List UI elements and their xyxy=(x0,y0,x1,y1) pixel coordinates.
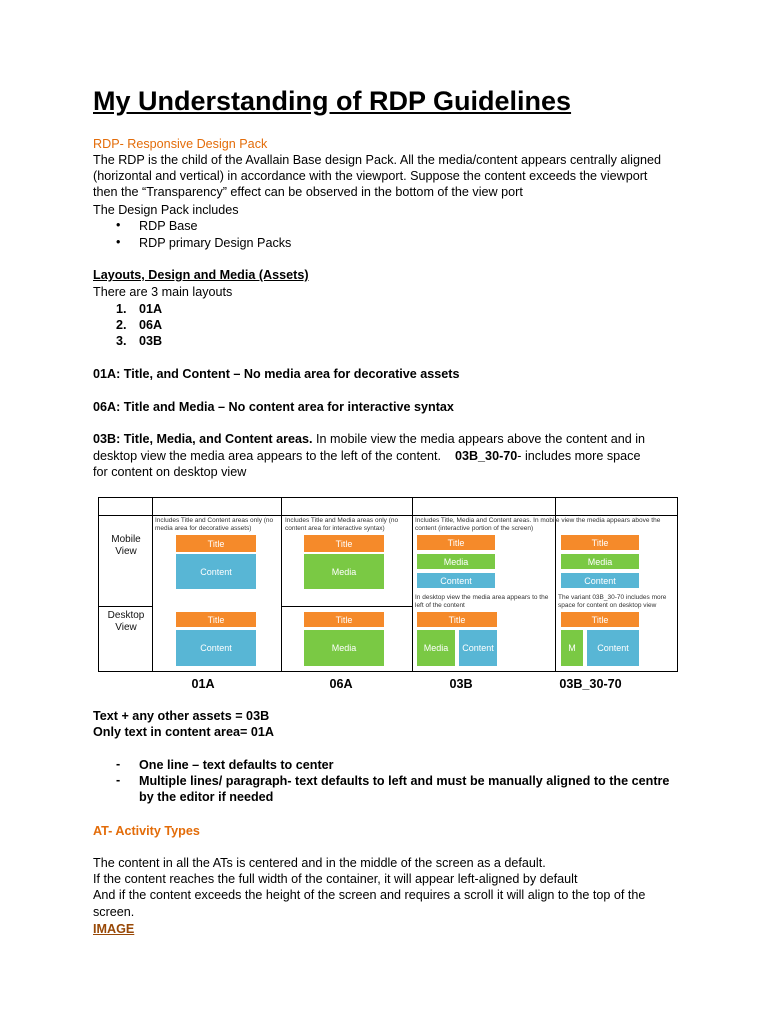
layouts-intro: There are 3 main layouts xyxy=(93,285,233,299)
media-block: Media xyxy=(417,554,495,569)
list-item: 01A xyxy=(139,302,163,316)
list-item: RDP primary Design Packs xyxy=(139,236,292,250)
title-block: Title xyxy=(176,535,256,552)
title-block: Title xyxy=(176,612,256,627)
list-number: 2. xyxy=(116,318,127,332)
title-block: Title xyxy=(304,612,384,627)
rule-line: Text + any other assets = 03B xyxy=(93,709,270,723)
desc-03b-text: - includes more space xyxy=(517,449,641,463)
list-item: RDP Base xyxy=(139,219,198,233)
desc-03b-rest: In mobile view the media appears above the content and in xyxy=(312,432,646,446)
layouts-heading: Layouts, Design and Media (Assets) xyxy=(93,268,309,282)
divider xyxy=(281,498,282,671)
bullet-icon: • xyxy=(116,235,121,249)
caption-03b-desktop: In desktop view the media area appears to the left of the content xyxy=(415,594,549,609)
caption-01a: Includes Title and Content areas only (no media area for decorative assets) xyxy=(155,517,274,532)
caption-03b: Includes Title, Media and Content areas. In mobile view the media appears above the content (interactive portion of the screen) xyxy=(415,517,661,532)
bullet-icon: • xyxy=(116,218,121,232)
title-block: Title xyxy=(304,535,384,552)
content-block: Content xyxy=(176,554,256,589)
desc-03b-text: desktop view the media area appears to the left of the content. xyxy=(93,449,441,463)
row-label-desktop: Desktop View xyxy=(107,610,145,633)
column-label: 03B_30-70 xyxy=(559,677,622,691)
rdp-para-line: The RDP is the child of the Avallain Base design Pack. All the media/content appears centrally aligned xyxy=(93,153,661,167)
rdp-para-line: (horizontal and vertical) in accordance with the viewport. Suppose the content exceeds the viewport xyxy=(93,169,648,183)
rdp-para-line: The Design Pack includes xyxy=(93,203,239,217)
desc-06a: 06A: Title and Media – No content area for interactive syntax xyxy=(93,400,454,414)
list-item: One line – text defaults to center xyxy=(139,758,334,772)
title-block: Title xyxy=(417,612,497,627)
list-number: 3. xyxy=(116,334,127,348)
list-item: 06A xyxy=(139,318,163,332)
caption-06a: Includes Title and Media areas only (no content area for interactive syntax) xyxy=(285,517,399,532)
layout-diagram xyxy=(98,497,678,672)
media-block: Media xyxy=(417,630,455,666)
column-label: 03B xyxy=(449,677,473,691)
dash-marker: - xyxy=(116,757,121,771)
content-block: Content xyxy=(561,573,639,588)
desc-03b-variant: 03B_30-70 xyxy=(454,449,518,463)
caption-03b-30-70: The variant 03B_30-70 includes more space for content on desktop view xyxy=(558,594,667,609)
at-line: If the content reaches the full width of the container, it will appear left-aligned by default xyxy=(93,872,578,886)
page-title: My Understanding of RDP Guidelines xyxy=(93,86,572,116)
rdp-heading: RDP- Responsive Design Pack xyxy=(93,137,268,151)
desc-03b-line3: for content on desktop view xyxy=(93,465,247,479)
divider xyxy=(281,606,412,607)
content-block: Content xyxy=(459,630,497,666)
at-line: screen. xyxy=(93,905,135,919)
column-label: 06A xyxy=(329,677,353,691)
content-block: Content xyxy=(587,630,639,666)
list-item: 03B xyxy=(139,334,163,348)
divider xyxy=(412,498,413,671)
desc-03b-line xyxy=(93,431,645,447)
divider xyxy=(99,515,677,516)
dash-marker: - xyxy=(116,773,121,787)
desc-01a: 01A: Title, and Content – No media area for decorative assets xyxy=(93,367,460,381)
title-block: Title xyxy=(561,535,639,550)
rule-line: Only text in content area= 01A xyxy=(93,725,274,739)
at-line: And if the content exceeds the height of the screen and requires a scroll it will align to the top of the xyxy=(93,888,646,902)
column-label: 01A xyxy=(191,677,215,691)
at-line: The content in all the ATs is centered and in the middle of the screen as a default. xyxy=(93,856,546,870)
divider xyxy=(99,606,152,607)
divider xyxy=(152,498,153,671)
list-item: Multiple lines/ paragraph- text defaults to left and must be manually aligned to the centre xyxy=(139,774,670,788)
title-block: Title xyxy=(561,612,639,627)
list-number: 1. xyxy=(116,302,127,316)
content-block: Content xyxy=(176,630,256,666)
media-block: Media xyxy=(304,554,384,589)
rdp-para-line: then the “Transparency” effect can be observed in the bottom of the view port xyxy=(93,185,523,199)
desc-03b-bold: 03B: Title, Media, and Content areas. xyxy=(93,432,313,446)
desc-03b-line2 xyxy=(93,448,640,464)
row-label-mobile: Mobile View xyxy=(111,534,141,557)
title-block: Title xyxy=(417,535,495,550)
content-block: Content xyxy=(417,573,495,588)
image-link[interactable]: IMAGE xyxy=(93,922,135,936)
media-block: Media xyxy=(304,630,384,666)
media-block: M xyxy=(561,630,583,666)
at-heading: AT- Activity Types xyxy=(93,824,200,838)
list-item: by the editor if needed xyxy=(139,790,274,804)
media-block: Media xyxy=(561,554,639,569)
